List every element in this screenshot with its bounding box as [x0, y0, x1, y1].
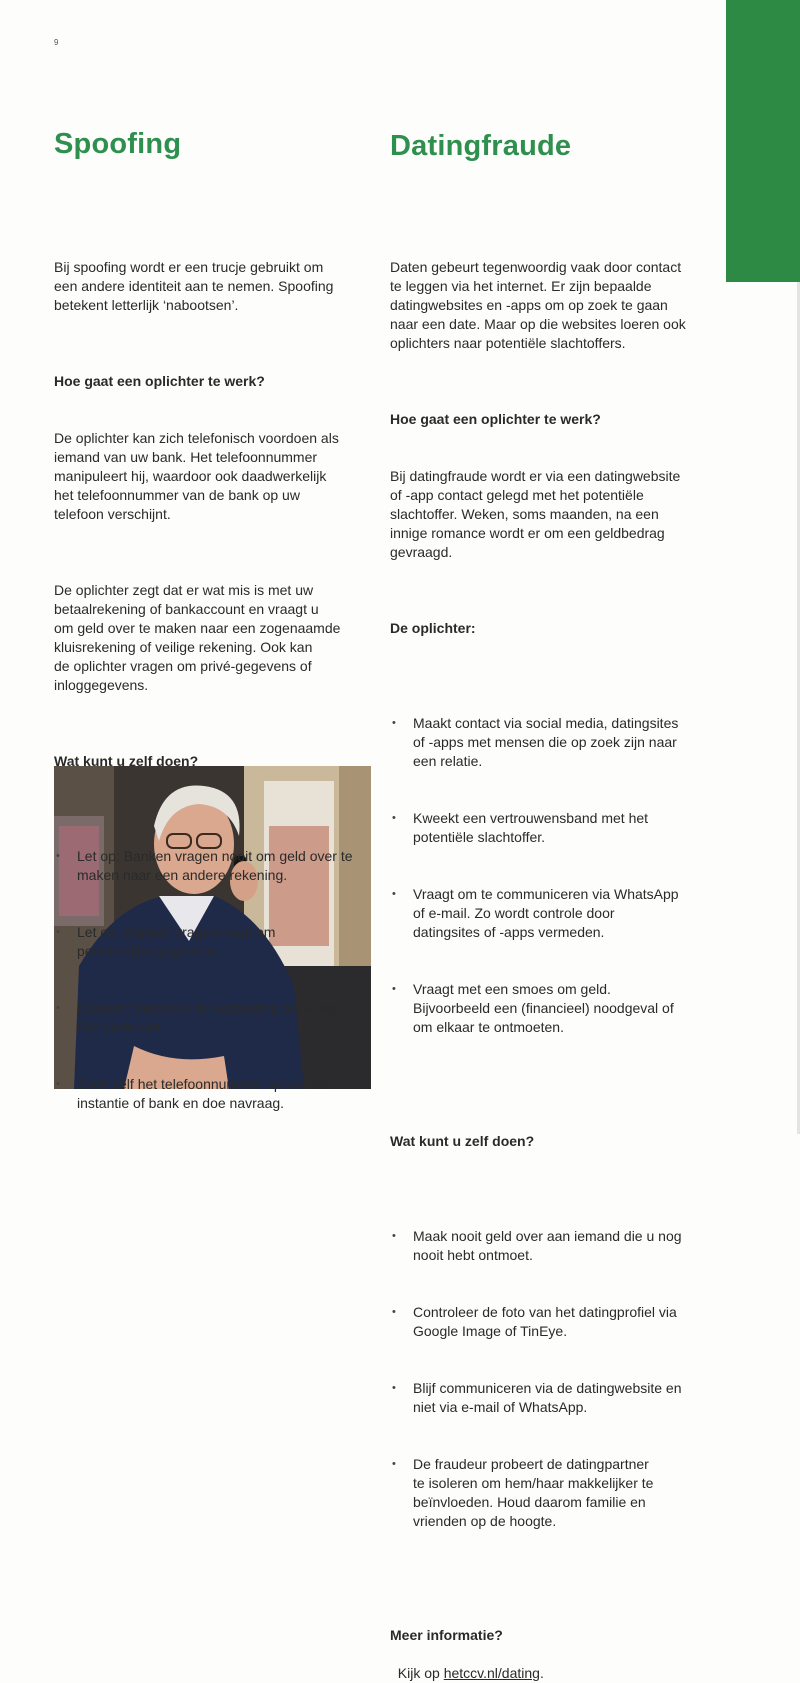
accent-bar: [726, 0, 800, 282]
list-item: • Let op: Banken vragen nooit om persoonlijke gegevens.: [54, 923, 353, 961]
dating-how-text: Bij datingfraude wordt er via een datingwebsite of -app contact gelegd met het potentiële slachtoffer. Weken, soms maanden, na een innige romance wordt er om een geldbedrag gevraagd.: [390, 468, 681, 560]
spoofing-how-text-1: De oplichter kan zich telefonisch voordoen als iemand van uw bank. Het telefoonnummer manipuleert hij, waardoor ook daadwerkelijk het telefoonnummer van de bank op uw telefoon verschijnt.: [54, 430, 339, 522]
more-info-prefix: Kijk op: [397, 1665, 444, 1681]
list-item: • Vraagt met een smoes om geld. Bijvoorbeeld een (financieel) noodgeval of om elkaar te ontmoeten.: [390, 980, 686, 1037]
page-number: 9: [54, 38, 59, 47]
list-item: • De fraudeur probeert de datingpartner te isoleren om hem/haar makkelijker te beïnvloeden. Houd daarom familie en vrienden op de hoogte.: [390, 1455, 686, 1531]
dating-do-list: [390, 1189, 686, 1569]
spoofing-how-heading: Hoe gaat een oplichter te werk?: [54, 373, 265, 389]
list-item: • Let op: Banken vragen nooit om geld over te maken naar een andere rekening.: [54, 847, 353, 885]
list-item: • Maakt contact via social media, datingsites of -apps met mensen die op zoek zijn naar een relatie.: [390, 714, 686, 771]
dating-scammer-list: [390, 676, 686, 1075]
dating-scammer-heading: De oplichter:: [390, 620, 476, 636]
datingfraude-column: [390, 220, 686, 1683]
more-info-heading: Meer informatie?: [390, 1627, 503, 1643]
dating-intro: Daten gebeurt tegenwoordig vaak door contact te leggen via het internet. Er zijn bepaalde datingwebsites en -apps om op zoek te gaan naar een date. Maar op die websites loeren ook oplichters naar potentiële slachtoffers.: [390, 259, 686, 351]
list-item: • Blijf communiceren via de datingwebsite en niet via e-mail of WhatsApp.: [390, 1379, 686, 1417]
list-item: • Controleer de foto van het datingprofiel via Google Image of TinEye.: [390, 1303, 686, 1341]
spoofing-how-text-2: De oplichter zegt dat er wat mis is met uw betaalrekening of bankaccount en vraagt u om geld over te maken naar een zogenaamde kluisrekening of veilige rekening. Ook kan de oplichter vragen om privé-gegevens of inloggegevens.: [54, 582, 341, 693]
list-item: • Kweekt een vertrouwensband met het potentiële slachtoffer.: [390, 809, 686, 847]
list-item: • Maak nooit geld over aan iemand die u nog nooit hebt ontmoet.: [390, 1227, 686, 1265]
spoofing-intro: Bij spoofing wordt er een trucje gebruikt om een andere identiteit aan te nemen. Spoofing betekent letterlijk ‘nabootsen’.: [54, 259, 334, 313]
spoofing-column: [54, 220, 353, 1189]
more-info-suffix: .: [539, 1665, 544, 1681]
spoofing-do-heading: Wat kunt u zelf doen?: [54, 753, 199, 769]
list-item: • Vraagt om te communiceren via WhatsApp of e-mail. Zo wordt controle door datingsites of -apps vermeden.: [390, 885, 686, 942]
dating-do-heading: Wat kunt u zelf doen?: [390, 1133, 535, 1149]
list-item: • Zoek zelf het telefoonnummer op van de instantie of bank en doe navraag.: [54, 1075, 353, 1113]
spoofing-title: Spoofing: [54, 128, 182, 160]
more-info-text: [398, 1665, 544, 1681]
hetccv-link[interactable]: hetccv.nl/dating: [443, 1665, 540, 1681]
spoofing-do-list: [54, 809, 353, 1151]
dating-how-heading: Hoe gaat een oplichter te werk?: [390, 411, 601, 427]
datingfraude-title: Datingfraude: [390, 130, 572, 162]
list-item: • Daarom: Verbreek de verbinding als u het niet vertrouwt.: [54, 999, 353, 1037]
